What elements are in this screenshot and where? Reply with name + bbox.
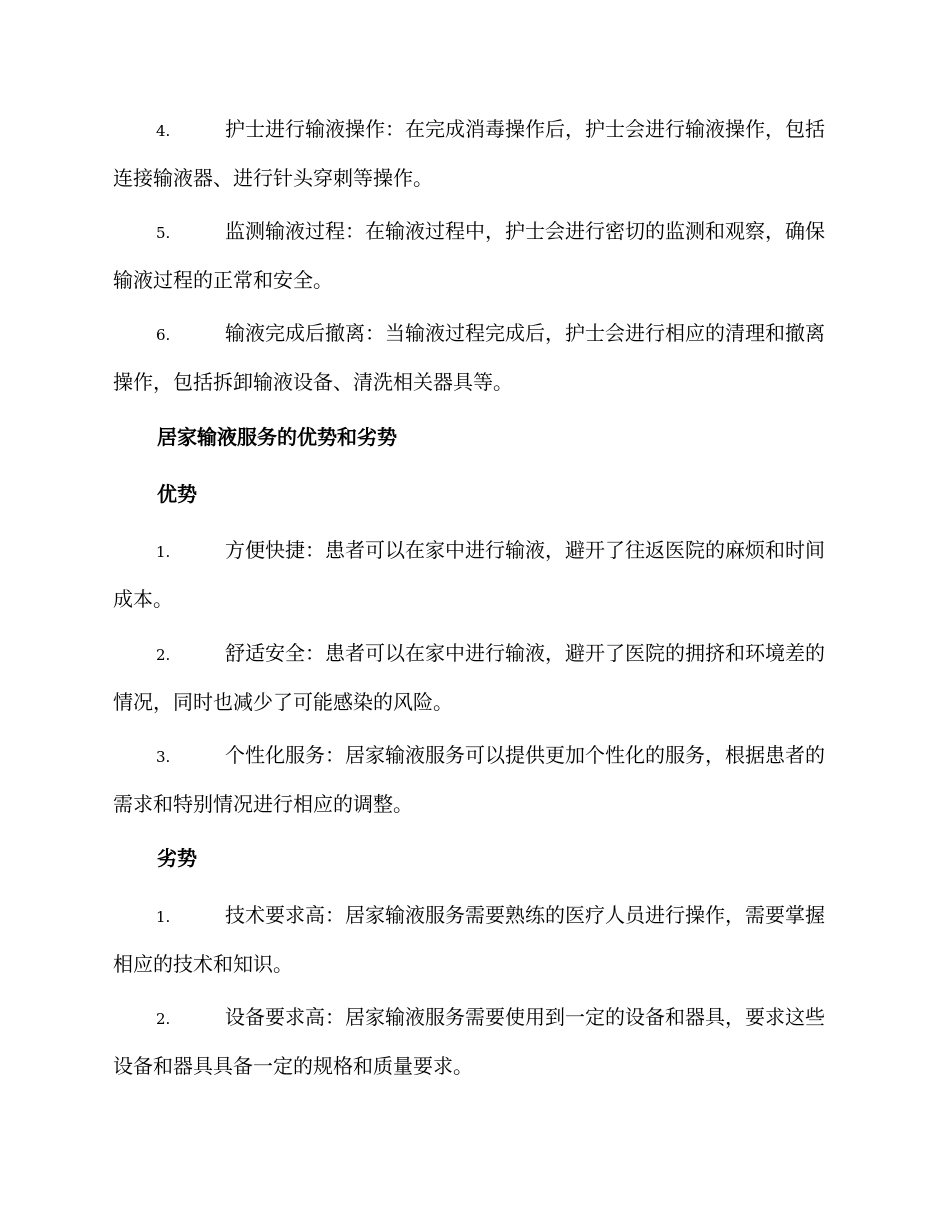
list-text: 技术要求高：居家输液服务需要熟练的医疗人员进行操作，需要掌握相应的技术和知识。 [113, 903, 825, 976]
list-item [113, 310, 833, 406]
advantages-heading: 优势 [157, 482, 197, 506]
list-item [113, 892, 833, 988]
list-number: 6. [156, 326, 171, 344]
list-text: 输液完成后撤离：当输液过程完成后，护士会进行相应的清理和撤离操作，包括拆卸输液设备、清洗相关器具等。 [113, 321, 825, 394]
list-text: 护士进行输液操作：在完成消毒操作后，护士会进行输液操作，包括连接输液器、进行针头穿刺等操作。 [113, 117, 825, 190]
list-number: 2. [156, 646, 171, 664]
disadvantages-heading: 劣势 [157, 846, 197, 870]
list-number: 3. [156, 748, 171, 766]
list-number: 4. [156, 122, 171, 140]
section-title: 居家输液服务的优势和劣势 [157, 425, 397, 449]
list-item [113, 208, 833, 304]
list-item [113, 994, 833, 1090]
list-text: 个性化服务：居家输液服务可以提供更加个性化的服务，根据患者的需求和特别情况进行相应的调整。 [113, 743, 825, 816]
list-text: 监测输液过程：在输液过程中，护士会进行密切的监测和观察，确保输液过程的正常和安全。 [113, 219, 825, 292]
list-item [113, 732, 833, 828]
list-number: 5. [156, 224, 171, 242]
list-item [113, 106, 833, 202]
list-item [113, 527, 833, 623]
list-text: 舒适安全：患者可以在家中进行输液，避开了医院的拥挤和环境差的情况，同时也减少了可能感染的风险。 [113, 641, 825, 714]
list-item [113, 630, 833, 726]
list-number: 2. [156, 1010, 171, 1028]
list-number: 1. [156, 543, 171, 561]
list-text: 设备要求高：居家输液服务需要使用到一定的设备和器具，要求这些设备和器具具备一定的规格和质量要求。 [113, 1005, 825, 1078]
list-text: 方便快捷：患者可以在家中进行输液，避开了往返医院的麻烦和时间成本。 [113, 538, 825, 611]
list-number: 1. [156, 908, 171, 926]
